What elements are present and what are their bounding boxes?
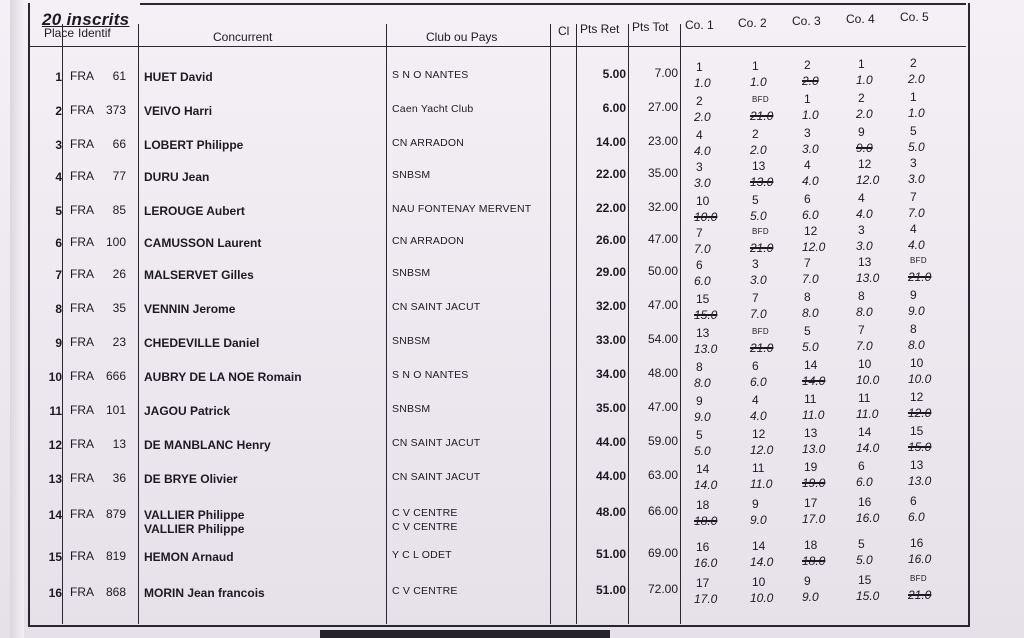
race-rank: 7 <box>858 323 865 337</box>
race-points: 16.0 <box>694 556 718 570</box>
race-points-discarded: 15.0 <box>908 440 932 454</box>
race-points: 2.0 <box>750 143 767 157</box>
header-co4: Co. 4 <box>846 12 875 26</box>
race-points-discarded: 21.0 <box>750 109 774 123</box>
club-cell: SNBSM <box>392 403 431 415</box>
nation-cell: FRA <box>70 335 94 349</box>
table-row <box>0 90 1024 134</box>
race-rank: 4 <box>752 393 759 407</box>
pts-ret-cell: 35.00 <box>595 401 626 415</box>
competitor-name: LOBERT Philippe <box>144 138 244 152</box>
competitor-name: VEIVO Harri <box>144 104 213 118</box>
header-co2: Co. 2 <box>738 16 767 30</box>
race-points: 4.0 <box>694 144 711 158</box>
race-points-discarded: 9.0 <box>856 141 873 155</box>
race-rank: 14 <box>752 539 766 553</box>
competitor-name: DE MANBLANC Henry <box>144 438 271 452</box>
place-cell: 7 <box>55 268 62 282</box>
pts-ret-cell: 22.00 <box>595 167 626 181</box>
race-points: 12.0 <box>802 240 826 254</box>
race-rank: 15 <box>858 573 872 587</box>
race-rank: 10 <box>696 194 710 208</box>
race-points-discarded: 18.0 <box>694 514 718 528</box>
club-cell: S N O NANTES <box>392 69 469 81</box>
race-rank: 8 <box>804 290 811 304</box>
place-cell: 13 <box>48 472 62 486</box>
race-points: 3.0 <box>908 172 925 186</box>
race-rank: 13 <box>696 326 710 340</box>
race-rank: 3 <box>696 160 703 174</box>
table-row <box>0 424 1024 468</box>
pts-tot-cell: 32.00 <box>647 200 678 214</box>
race-points: 3.0 <box>802 142 819 156</box>
race-points: 11.0 <box>750 477 773 491</box>
race-rank: 10 <box>910 356 924 370</box>
nation-cell: FRA <box>70 137 94 151</box>
header-cl: Cl <box>558 24 570 38</box>
nation-cell: FRA <box>70 585 94 599</box>
race-points: 6.0 <box>856 475 873 489</box>
pts-tot-cell: 50.00 <box>647 264 678 278</box>
race-points: 6.0 <box>802 208 819 222</box>
race-rank: 14 <box>858 425 872 439</box>
club-cell: C V CENTRE <box>392 507 458 519</box>
pts-tot-cell: 27.00 <box>647 100 678 114</box>
pts-ret-cell: 51.00 <box>595 547 626 561</box>
sail-number-cell: 61 <box>112 69 126 83</box>
race-points: 13.0 <box>694 342 718 356</box>
club-cell: CN SAINT JACUT <box>392 301 481 313</box>
table-row <box>0 190 1024 234</box>
race-points: 4.0 <box>750 409 767 423</box>
race-rank: 3 <box>858 223 865 237</box>
race-rank: 8 <box>910 322 917 336</box>
pts-tot-cell: 35.00 <box>647 166 678 180</box>
race-rank: 7 <box>910 190 917 204</box>
place-cell: 8 <box>55 302 62 316</box>
pts-ret-cell: 48.00 <box>595 505 626 519</box>
race-points-discarded: 21.0 <box>750 341 774 355</box>
race-points: 17.0 <box>802 512 826 526</box>
header-identif: Identif <box>78 26 111 40</box>
place-cell: 16 <box>48 586 62 600</box>
race-points: 15.0 <box>856 589 880 603</box>
race-rank: 9 <box>910 288 917 302</box>
pts-ret-cell: 51.00 <box>595 583 626 597</box>
place-cell: 1 <box>55 70 62 84</box>
race-rank: 16 <box>696 540 710 554</box>
race-points-discarded: 12.0 <box>908 406 932 420</box>
race-points: 4.0 <box>802 174 819 188</box>
race-points-discarded: 21.0 <box>908 588 932 602</box>
table-row <box>0 288 1024 332</box>
race-points: 14.0 <box>856 441 880 455</box>
race-points: 8.0 <box>802 306 819 320</box>
race-rank: BFD <box>752 227 769 236</box>
race-rank: 6 <box>696 258 703 272</box>
race-rank: 4 <box>804 158 811 172</box>
place-cell: 9 <box>55 336 62 350</box>
pts-ret-cell: 44.00 <box>595 469 626 483</box>
place-cell: 11 <box>49 404 62 418</box>
race-rank: 5 <box>858 537 865 551</box>
race-rank: BFD <box>752 95 769 104</box>
sail-number-cell: 35 <box>112 301 126 315</box>
race-points: 5.0 <box>802 340 819 354</box>
race-rank: 17 <box>804 496 818 510</box>
race-rank: 9 <box>752 497 759 511</box>
race-rank: 16 <box>858 495 872 509</box>
race-rank: 13 <box>752 159 766 173</box>
nation-cell: FRA <box>70 471 94 485</box>
sail-number-cell: 101 <box>105 403 126 417</box>
sail-number-cell: 819 <box>105 549 126 563</box>
header-co3: Co. 3 <box>792 14 821 28</box>
race-points: 6.0 <box>694 274 711 288</box>
race-points: 9.0 <box>802 590 819 604</box>
race-rank: 12 <box>858 157 872 171</box>
race-points: 8.0 <box>908 338 925 352</box>
race-points-discarded: 21.0 <box>908 270 932 284</box>
race-rank: 19 <box>804 460 818 474</box>
pts-ret-cell: 33.00 <box>595 333 626 347</box>
nation-cell: FRA <box>70 369 94 383</box>
pts-tot-cell: 7.00 <box>654 66 678 80</box>
header-co5: Co. 5 <box>900 10 929 24</box>
race-rank: 12 <box>910 390 924 404</box>
race-points: 10.0 <box>908 372 932 386</box>
race-points: 7.0 <box>802 272 819 286</box>
competitor-name: JAGOU Patrick <box>144 404 231 418</box>
competitor-name-secondary: VALLIER Philippe <box>144 522 245 536</box>
sail-number-cell: 666 <box>105 369 126 383</box>
competitor-name: MALSERVET Gilles <box>144 268 254 282</box>
sail-number-cell: 373 <box>105 103 126 117</box>
nation-cell: FRA <box>70 235 94 249</box>
race-rank: 9 <box>804 574 811 588</box>
race-points: 17.0 <box>694 592 718 606</box>
pts-tot-cell: 63.00 <box>647 468 678 482</box>
sail-number-cell: 879 <box>105 507 126 521</box>
race-points: 5.0 <box>694 444 711 458</box>
place-cell: 14 <box>48 508 62 522</box>
race-points: 11.0 <box>802 408 825 422</box>
sail-number-cell: 85 <box>112 203 126 217</box>
race-points: 9.0 <box>750 513 767 527</box>
race-points-discarded: 18.0 <box>802 554 826 568</box>
sail-number-cell: 36 <box>112 471 126 485</box>
sail-number-cell: 13 <box>112 437 126 451</box>
pts-tot-cell: 59.00 <box>647 434 678 448</box>
race-rank: 18 <box>696 498 710 512</box>
race-points: 16.0 <box>908 552 932 566</box>
race-rank: 1 <box>696 60 703 74</box>
place-cell: 3 <box>55 138 62 152</box>
competitor-name: LEROUGE Aubert <box>144 204 245 218</box>
competitor-name: CAMUSSON Laurent <box>144 236 262 250</box>
race-rank: 12 <box>752 427 766 441</box>
competitor-name: VALLIER Philippe <box>144 508 245 522</box>
race-rank: 9 <box>696 394 703 408</box>
sail-number-cell: 66 <box>112 137 126 151</box>
header-pts-tot: Pts Tot <box>632 20 669 34</box>
race-rank: 7 <box>696 226 703 240</box>
nation-cell: FRA <box>70 69 94 83</box>
race-rank: 5 <box>910 124 917 138</box>
header-place: Place <box>44 26 75 40</box>
race-rank: 12 <box>804 224 818 238</box>
pts-tot-cell: 23.00 <box>647 134 678 148</box>
race-rank: 6 <box>858 459 865 473</box>
race-rank: 10 <box>752 575 766 589</box>
pts-tot-cell: 72.00 <box>647 582 678 596</box>
pts-ret-cell: 22.00 <box>595 201 626 215</box>
header-divider <box>28 46 966 47</box>
race-points: 5.0 <box>856 553 873 567</box>
race-points: 6.0 <box>908 510 925 524</box>
header-club: Club ou Pays <box>426 30 498 44</box>
race-rank: 10 <box>858 357 872 371</box>
competitor-name: HUET David <box>144 70 213 84</box>
race-points: 9.0 <box>694 410 711 424</box>
race-points: 1.0 <box>694 76 711 90</box>
club-cell: SNBSM <box>392 169 431 181</box>
race-points: 4.0 <box>856 207 873 221</box>
race-points: 6.0 <box>750 375 767 389</box>
race-points-discarded: 21.0 <box>750 241 774 255</box>
race-points: 1.0 <box>908 106 925 120</box>
race-rank: BFD <box>910 574 927 583</box>
race-rank: 3 <box>910 156 917 170</box>
competitor-name: MORIN Jean francois <box>144 586 265 600</box>
race-points: 9.0 <box>908 304 925 318</box>
nation-cell: FRA <box>70 169 94 183</box>
club-cell: CN ARRADON <box>392 235 465 247</box>
club-cell: C V CENTRE <box>392 585 458 597</box>
race-rank: BFD <box>910 256 927 265</box>
pts-tot-cell: 47.00 <box>647 232 678 246</box>
sail-number-cell: 26 <box>112 267 126 281</box>
pts-ret-cell: 26.00 <box>595 233 626 247</box>
place-cell: 10 <box>48 370 62 384</box>
table-row <box>0 56 1024 100</box>
race-rank: 18 <box>804 538 818 552</box>
pts-tot-cell: 54.00 <box>647 332 678 346</box>
race-points-discarded: 15.0 <box>694 308 718 322</box>
sail-number-cell: 77 <box>112 169 126 183</box>
club-cell: Y C L ODET <box>392 549 452 561</box>
table-top-border <box>140 3 966 5</box>
nation-cell: FRA <box>70 267 94 281</box>
race-points: 8.0 <box>856 305 873 319</box>
race-rank: 13 <box>910 458 924 472</box>
race-rank: 4 <box>858 191 865 205</box>
race-rank: 2 <box>858 91 865 105</box>
header-pts-ret: Pts Ret <box>580 22 620 36</box>
race-rank: 14 <box>804 358 818 372</box>
club-cell: SNBSM <box>392 267 431 279</box>
race-rank: 16 <box>910 536 924 550</box>
race-rank: 6 <box>910 494 917 508</box>
place-cell: 4 <box>55 170 62 184</box>
race-points: 7.0 <box>750 307 767 321</box>
place-cell: 5 <box>55 204 62 218</box>
race-rank: 8 <box>696 360 703 374</box>
race-rank: 14 <box>696 462 710 476</box>
sail-number-cell: 868 <box>105 585 126 599</box>
competitor-name: AUBRY DE LA NOE Romain <box>144 370 302 384</box>
race-points: 2.0 <box>908 72 925 86</box>
race-rank: 11 <box>752 461 765 475</box>
pts-ret-cell: 6.00 <box>602 101 626 115</box>
header-concurrent: Concurrent <box>213 30 273 44</box>
race-rank: 5 <box>752 193 759 207</box>
nation-cell: FRA <box>70 301 94 315</box>
race-rank: 7 <box>752 291 759 305</box>
table-row <box>0 573 1024 616</box>
nation-cell: FRA <box>70 549 94 563</box>
race-points-discarded: 10.0 <box>694 210 718 224</box>
club-cell: Caen Yacht Club <box>392 103 474 115</box>
place-cell: 15 <box>48 550 62 564</box>
race-rank: 9 <box>858 125 865 139</box>
race-points: 13.0 <box>802 442 826 456</box>
race-rank: 2 <box>752 127 759 141</box>
race-points: 7.0 <box>694 242 711 256</box>
race-points: 12.0 <box>856 173 880 187</box>
club-cell: NAU FONTENAY MERVENT <box>392 203 532 215</box>
nation-cell: FRA <box>70 507 94 521</box>
race-points: 10.0 <box>856 373 880 387</box>
pts-tot-cell: 47.00 <box>647 298 678 312</box>
race-points: 4.0 <box>908 238 925 252</box>
race-points: 7.0 <box>856 339 873 353</box>
race-rank: 1 <box>858 57 865 71</box>
race-points: 14.0 <box>694 478 718 492</box>
nation-cell: FRA <box>70 103 94 117</box>
club-cell: S N O NANTES <box>392 369 469 381</box>
race-points: 1.0 <box>856 73 873 87</box>
race-rank: 1 <box>752 59 759 73</box>
race-rank: 11 <box>858 391 871 405</box>
place-cell: 12 <box>48 438 62 452</box>
race-points: 13.0 <box>908 474 932 488</box>
competitor-name: CHEDEVILLE Daniel <box>144 336 260 350</box>
place-cell: 2 <box>55 104 62 118</box>
race-points: 13.0 <box>856 271 880 285</box>
club-cell: CN SAINT JACUT <box>392 437 481 449</box>
pts-ret-cell: 32.00 <box>595 299 626 313</box>
race-rank: 17 <box>696 576 710 590</box>
race-points-discarded: 14.0 <box>802 374 826 388</box>
race-points: 1.0 <box>802 108 819 122</box>
sail-number-cell: 100 <box>105 235 126 249</box>
competitor-name: DURU Jean <box>144 170 210 184</box>
race-rank: 13 <box>804 426 818 440</box>
race-rank: 1 <box>804 92 811 106</box>
race-rank: 7 <box>804 256 811 270</box>
club-cell-secondary: C V CENTRE <box>392 521 458 533</box>
club-cell: SNBSM <box>392 335 431 347</box>
race-rank: 4 <box>696 128 703 142</box>
competitor-name: DE BRYE Olivier <box>144 472 238 486</box>
pts-ret-cell: 14.00 <box>595 135 626 149</box>
race-points: 14.0 <box>750 555 774 569</box>
race-rank: BFD <box>752 327 769 336</box>
nation-cell: FRA <box>70 403 94 417</box>
race-points-discarded: 13.0 <box>750 175 774 189</box>
table-row <box>0 255 1024 298</box>
race-rank: 6 <box>752 359 759 373</box>
race-points: 3.0 <box>750 273 767 287</box>
race-points-discarded: 19.0 <box>802 476 826 490</box>
table-shadow <box>320 630 610 638</box>
pts-ret-cell: 29.00 <box>595 265 626 279</box>
sail-number-cell: 23 <box>112 335 126 349</box>
competitor-name: HEMON Arnaud <box>144 550 234 564</box>
table-row <box>0 494 1024 538</box>
race-rank: 3 <box>752 257 759 271</box>
race-points: 16.0 <box>856 511 880 525</box>
race-points: 8.0 <box>694 376 711 390</box>
table-row <box>0 156 1024 200</box>
race-points: 5.0 <box>908 140 925 154</box>
nation-cell: FRA <box>70 437 94 451</box>
race-rank: 15 <box>696 292 710 306</box>
race-points: 5.0 <box>750 209 767 223</box>
race-points: 12.0 <box>750 443 774 457</box>
club-cell: CN ARRADON <box>392 137 465 149</box>
race-rank: 2 <box>696 94 703 108</box>
race-rank: 15 <box>910 424 924 438</box>
race-rank: 5 <box>804 324 811 338</box>
race-rank: 8 <box>858 289 865 303</box>
race-rank: 13 <box>858 255 872 269</box>
race-rank: 3 <box>804 126 811 140</box>
pts-tot-cell: 69.00 <box>647 546 678 560</box>
race-rank: 2 <box>804 58 811 72</box>
race-rank: 5 <box>696 428 703 442</box>
club-cell: CN SAINT JACUT <box>392 471 481 483</box>
pts-ret-cell: 44.00 <box>595 435 626 449</box>
pts-ret-cell: 34.00 <box>595 367 626 381</box>
pts-tot-cell: 66.00 <box>647 504 678 518</box>
competitor-name: VENNIN Jerome <box>144 302 236 316</box>
pts-ret-cell: 5.00 <box>602 67 626 81</box>
entries-title: 20 inscrits <box>42 10 130 29</box>
place-cell: 6 <box>55 236 62 250</box>
pts-tot-cell: 47.00 <box>647 400 678 414</box>
race-rank: 4 <box>910 222 917 236</box>
header-co1: Co. 1 <box>685 18 714 32</box>
race-rank: 2 <box>910 56 917 70</box>
race-points: 1.0 <box>750 75 767 89</box>
race-points: 7.0 <box>908 206 925 220</box>
pts-tot-cell: 48.00 <box>647 366 678 380</box>
race-points: 2.0 <box>694 110 711 124</box>
race-rank: 6 <box>804 192 811 206</box>
race-rank: 11 <box>804 392 817 406</box>
race-points: 3.0 <box>856 239 873 253</box>
race-points: 3.0 <box>694 176 711 190</box>
race-points-discarded: 2.0 <box>802 74 819 88</box>
nation-cell: FRA <box>70 203 94 217</box>
race-rank: 1 <box>910 90 917 104</box>
race-points: 11.0 <box>856 407 879 421</box>
race-points: 2.0 <box>856 107 873 121</box>
race-points: 10.0 <box>750 591 774 605</box>
